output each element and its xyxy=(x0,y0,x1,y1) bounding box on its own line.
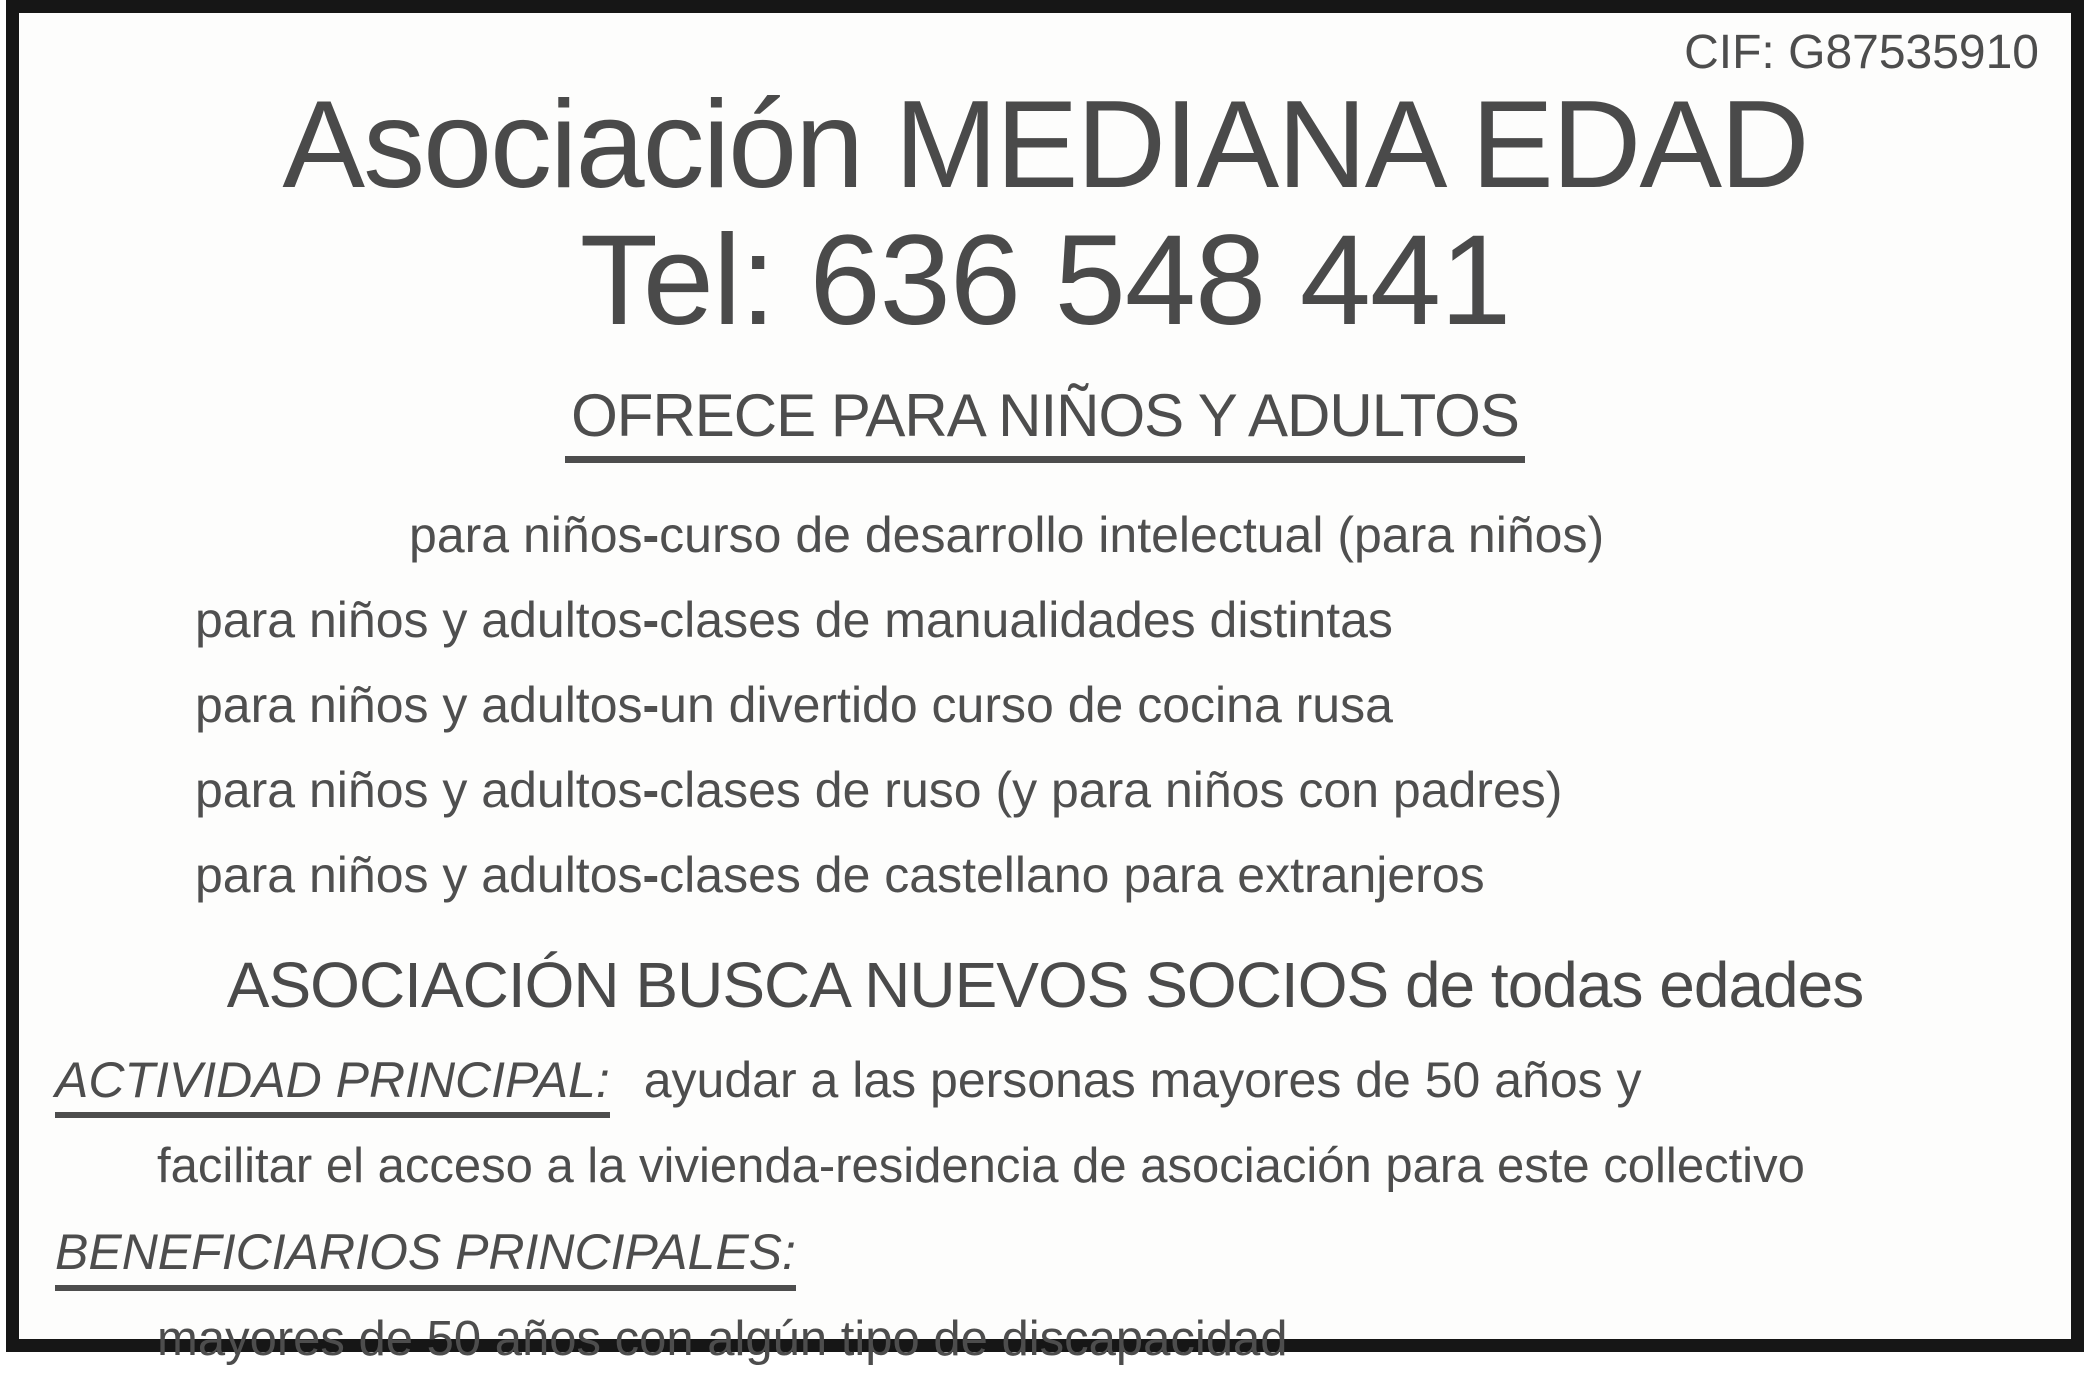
offer-activity: un divertido curso de cocina rusa xyxy=(659,676,1393,733)
offer-separator: - xyxy=(642,676,660,733)
offer-audience: para niños y adultos xyxy=(195,846,643,903)
main-activity-line1: ayudar a las personas mayores de 50 años y xyxy=(643,1051,1642,1108)
offer-separator: - xyxy=(642,846,660,903)
offer-row xyxy=(195,663,1604,748)
offer-audience: para niños xyxy=(409,506,643,563)
offer-activity: clases de ruso (y para niños con padres) xyxy=(659,761,1563,818)
main-activity-line2: facilitar el acceso a la vivienda-residencia de asociación para este collectivo xyxy=(157,1139,1805,1194)
offers-heading xyxy=(45,381,2045,463)
offer-row xyxy=(195,833,1604,918)
offer-audience: para niños y adultos xyxy=(195,761,643,818)
offer-row xyxy=(195,748,1604,833)
offer-row xyxy=(195,578,1604,663)
flyer-border-frame xyxy=(6,0,2084,1366)
offer-activity: clases de manualidades distintas xyxy=(659,591,1393,648)
offer-audience: para niños y adultos xyxy=(195,676,643,733)
main-activity-section xyxy=(45,1052,2045,1119)
flyer-content xyxy=(19,13,2071,1366)
offer-activity: clases de castellano para extranjeros xyxy=(659,846,1485,903)
association-title: Asociación MEDIANA EDAD xyxy=(282,75,1808,214)
phone-number: Tel: 636 548 441 xyxy=(579,209,1511,353)
offers-table xyxy=(195,493,1604,918)
offers-heading-text: OFRECE PARA NIÑOS Y ADULTOS xyxy=(565,381,1525,463)
recruiting-line: ASOCIACIÓN BUSCA NUEVOS SOCIOS de todas edades xyxy=(226,948,1864,1021)
offer-separator: - xyxy=(642,506,660,563)
offer-audience: para niños y adultos xyxy=(195,591,643,648)
beneficiaries-line1: mayores de 50 años con algún tipo de discapacidad xyxy=(157,1311,1288,1366)
cif-number: CIF: G87535910 xyxy=(1684,26,2039,79)
beneficiaries-section xyxy=(45,1224,2045,1291)
offer-activity: curso de desarrollo intelectual (para niños) xyxy=(659,506,1605,563)
offer-row xyxy=(195,493,1604,578)
beneficiaries-label: BENEFICIARIOS PRINCIPALES: xyxy=(55,1224,796,1291)
offer-separator: - xyxy=(642,591,660,648)
offer-separator: - xyxy=(642,761,660,818)
main-activity-label: ACTIVIDAD PRINCIPAL: xyxy=(55,1052,610,1119)
